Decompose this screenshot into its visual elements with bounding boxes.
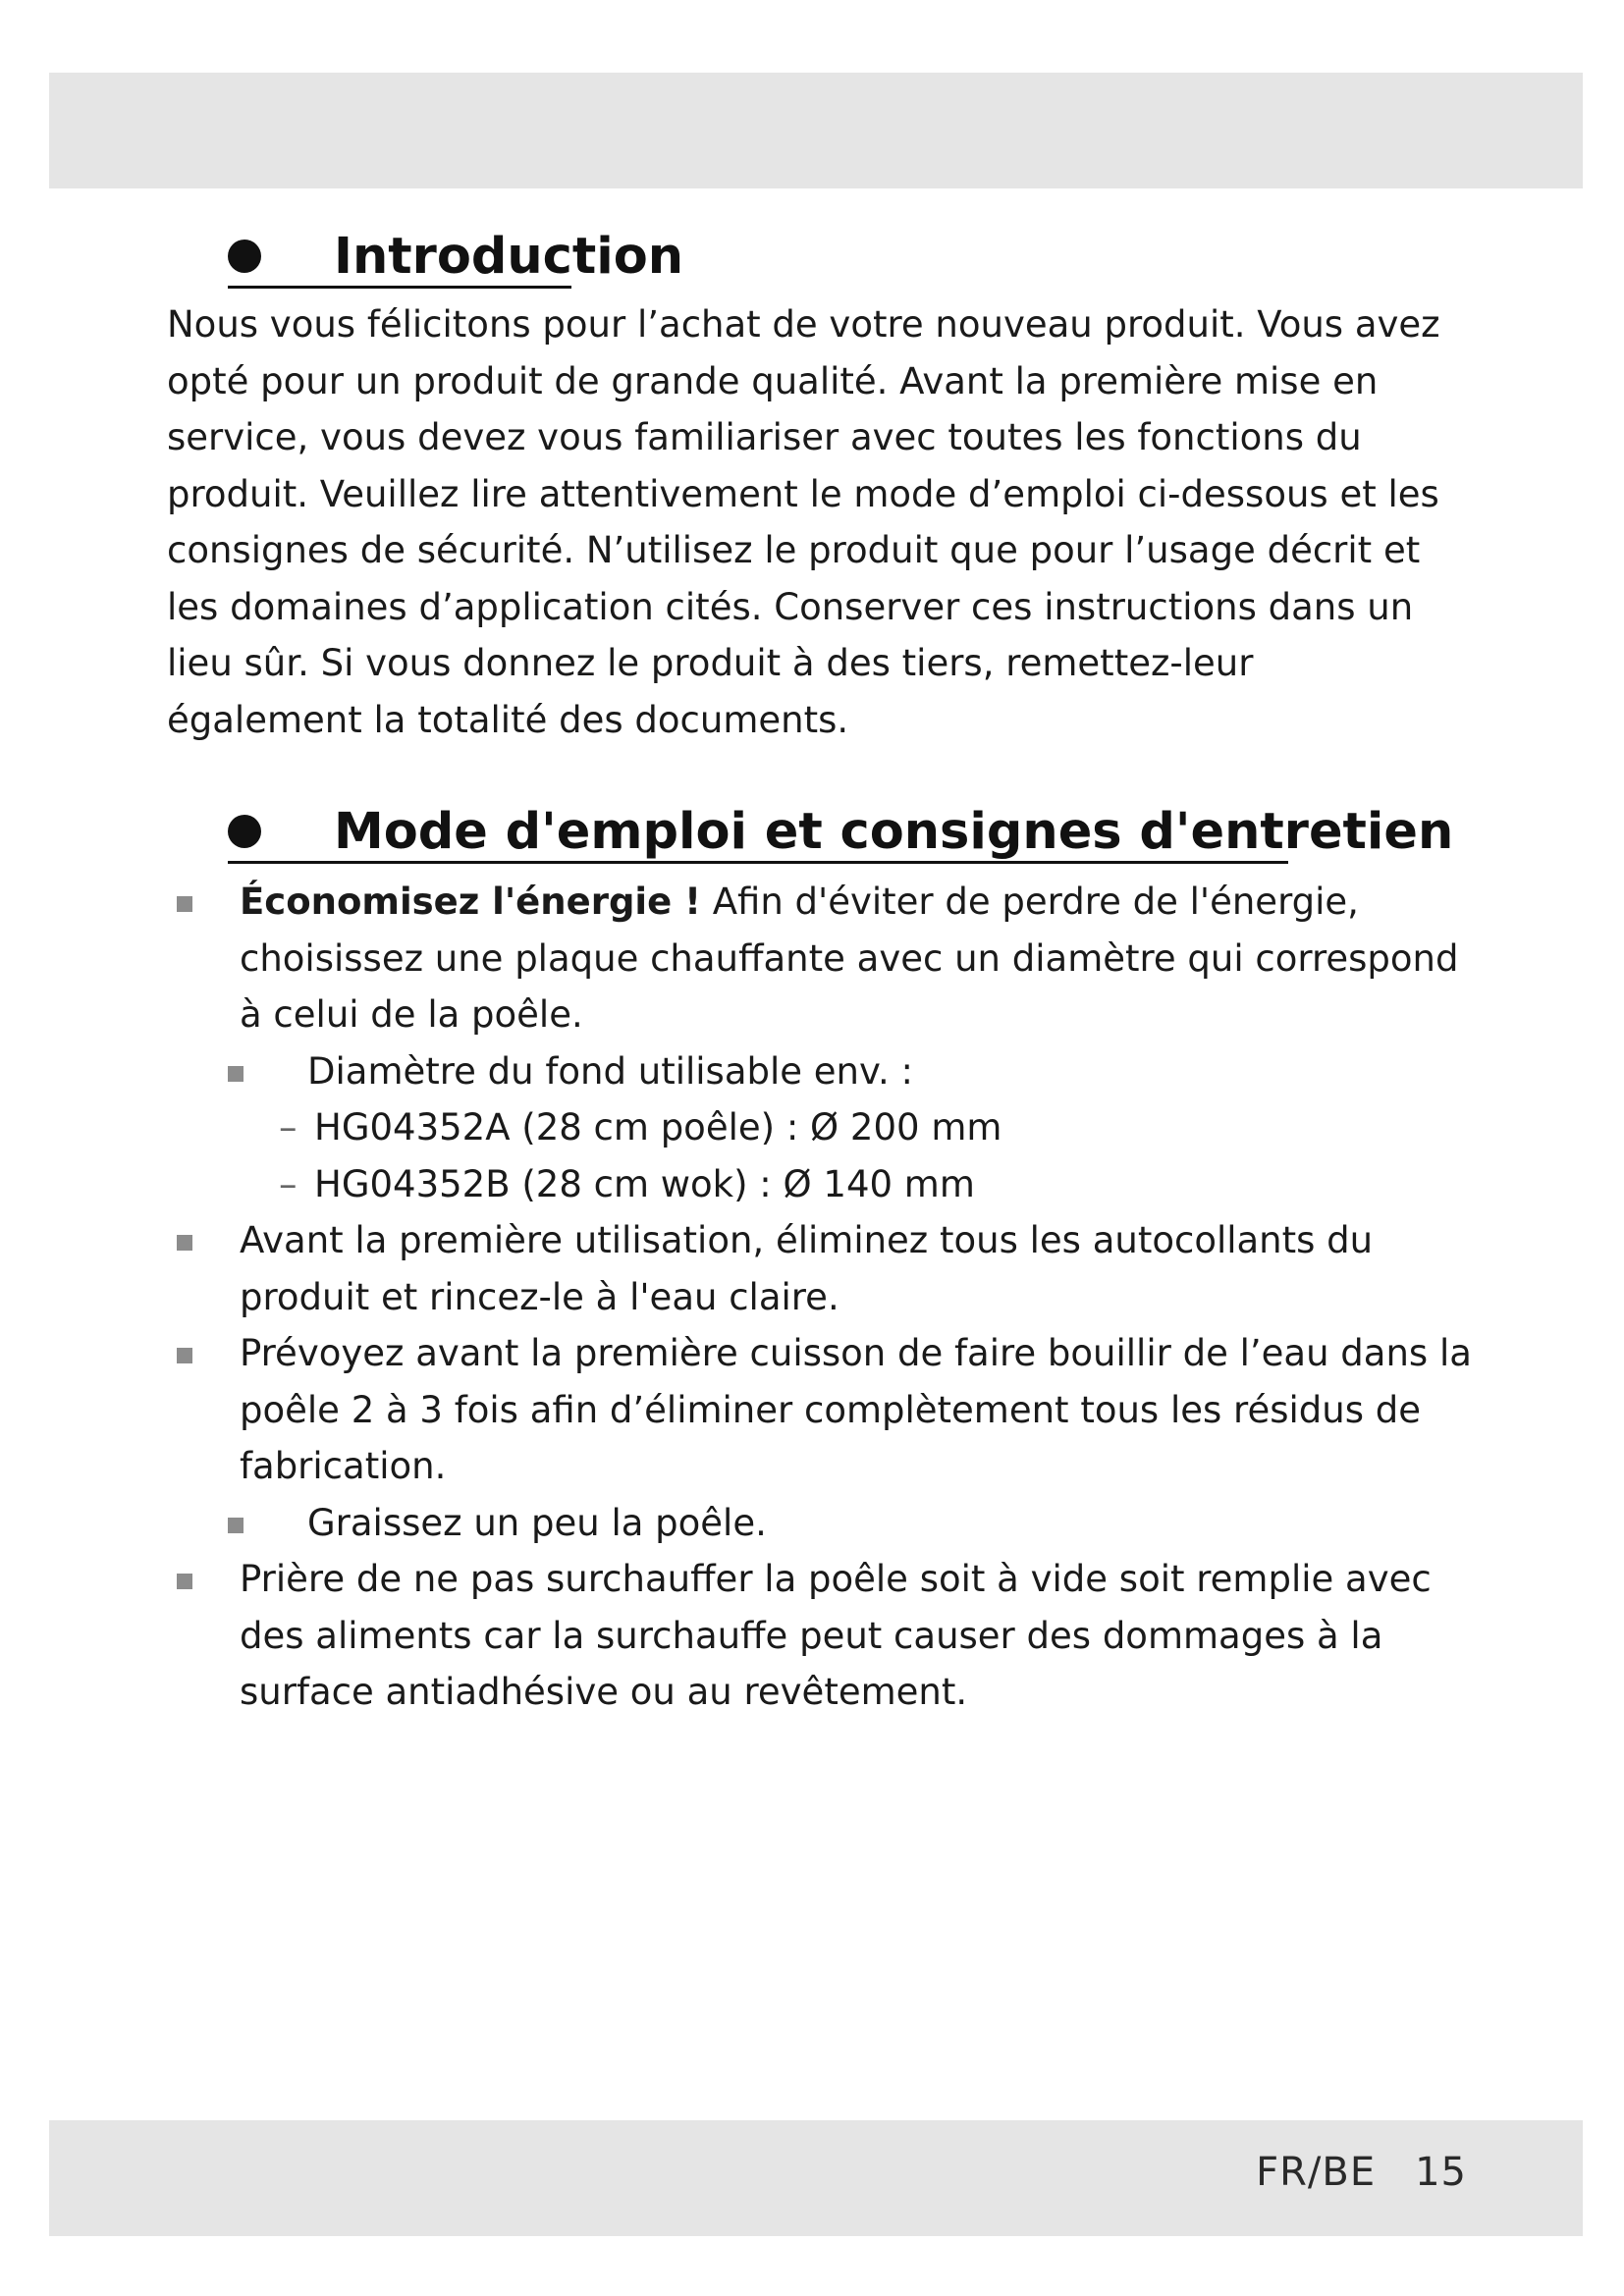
dash-item [167,1099,1473,1156]
page-footer [1256,2150,1467,2195]
item-bold-lead: Économisez l'énergie ! [240,881,701,923]
list-item [167,874,1473,1043]
square-bullet-icon [177,1348,192,1363]
section-heading-mode-emploi [228,797,1453,866]
square-bullet-icon [177,1235,192,1251]
item-text: Diamètre du fond utilisable env. : [307,1049,914,1093]
item-text: Prière de ne pas surchauffer la poêle soit à vide soit remplie avec des aliments car la surchauffe peut causer des dommages à la surface antiadhésive ou au revêtement. [240,1558,1432,1713]
bullet-dot-icon [228,240,261,273]
list-item-sub [167,1495,1473,1552]
dash-item [167,1156,1473,1213]
instructions-list [167,874,1473,1721]
square-bullet-icon [228,1518,244,1533]
square-bullet-icon [177,1574,192,1589]
item-text: Graissez un peu la poêle. [307,1501,767,1544]
dash-text: HG04352A (28 cm poêle) : Ø 200 mm [314,1106,1002,1148]
dash-icon: – [279,1162,298,1205]
list-item [167,1325,1473,1495]
square-bullet-icon [228,1066,244,1082]
heading-underline [228,286,571,289]
item-text: Avant la première utilisation, éliminez tous les autocollants du produit et rincez-le à l'eau claire. [240,1219,1374,1318]
dash-icon: – [279,1106,298,1148]
page-number: 15 [1415,2150,1467,2195]
dash-text: HG04352B (28 cm wok) : Ø 140 mm [314,1162,975,1205]
list-item [167,1551,1473,1721]
item-text: Prévoyez avant la première cuisson de faire bouillir de l’eau dans la poêle 2 à 3 fois afin d’éliminer complètement tous les résidus de fabrication. [240,1332,1472,1487]
list-item-sub [167,1043,1473,1100]
item-text: Afin d'éviter de perdre de l'énergie, choisissez une plaque chauffante avec un diamètre qui correspond à celui de la poêle. [240,881,1459,1036]
language-code: FR/BE [1256,2150,1377,2195]
square-bullet-icon [177,896,192,912]
introduction-paragraph: Nous vous félicitons pour l’achat de votre nouveau produit. Vous avez opté pour un produit de grande qualité. Avant la première mise en service, vous devez vous familiariser avec toutes les fonctions du produit. Veuillez lire attentivement le mode d’emploi ci-dessous et les consignes de sécurité. N’utilisez le produit que pour l’usage décrit et les domaines d’application cités. Conserver ces instructions dans un lieu sûr. Si vous donnez le produit à des tiers, remettez-leur également la totalité des documents. [167,303,1440,741]
list-item [167,1212,1473,1325]
heading-text: Introduction [334,227,684,286]
section-heading-introduction [228,222,683,291]
header-band [49,73,1583,188]
heading-underline [228,861,1288,864]
bullet-dot-icon [228,815,261,848]
heading-text: Mode d'emploi et consignes d'entretien [334,802,1454,861]
